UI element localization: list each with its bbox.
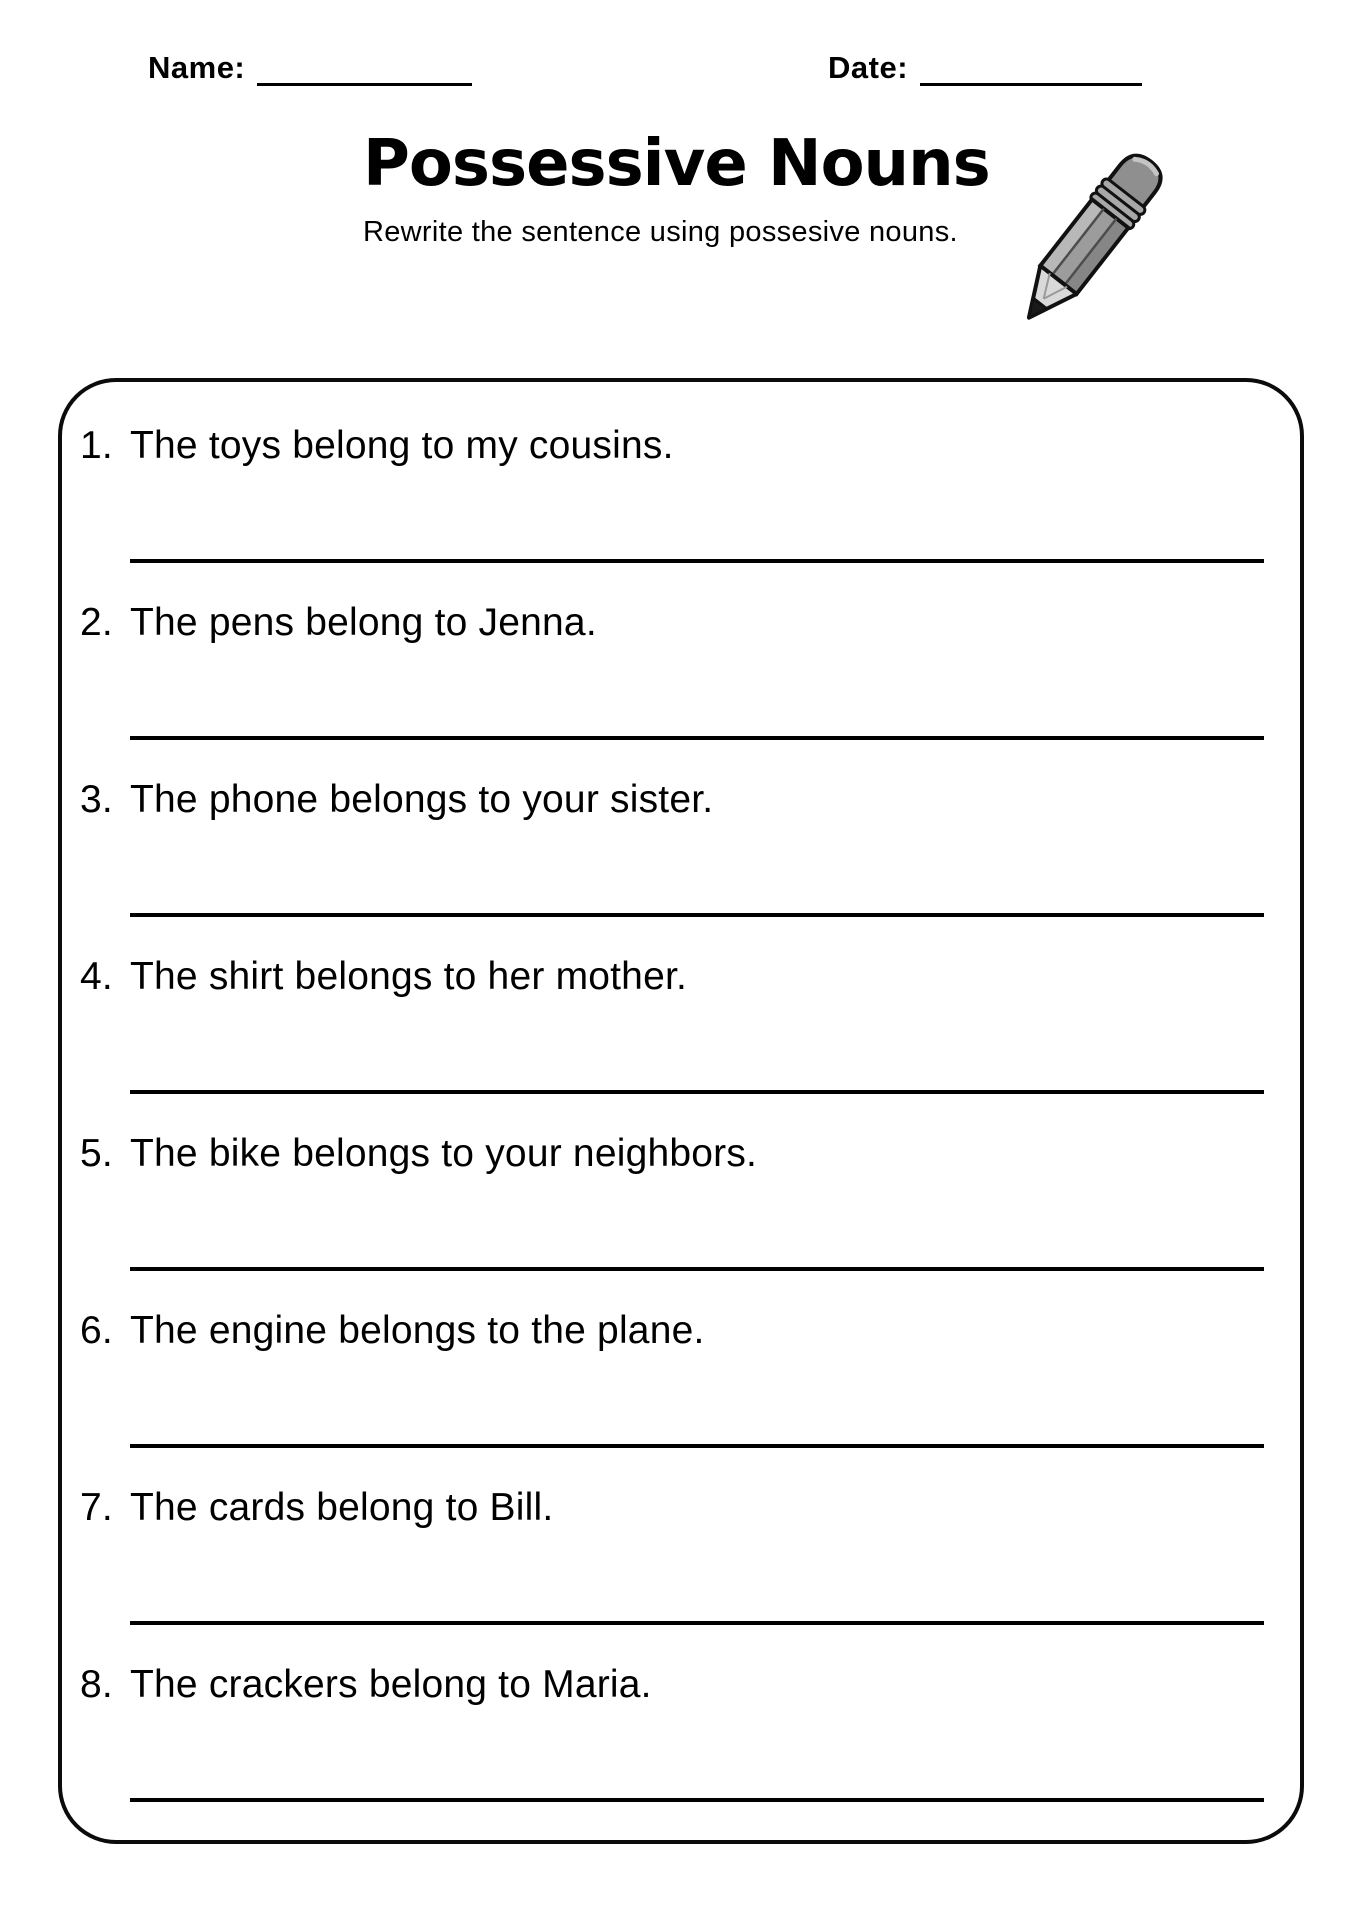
item-number: 2. xyxy=(80,601,113,644)
page-title: Possessive Nouns xyxy=(363,127,990,201)
pencil-icon xyxy=(998,132,1178,352)
item-sentence xyxy=(78,1661,1264,1710)
item-sentence xyxy=(78,1130,1264,1179)
item-text: The crackers belong to Maria. xyxy=(130,1663,652,1706)
answer-blank-line[interactable] xyxy=(130,1621,1264,1625)
date-blank-line[interactable] xyxy=(920,48,1142,86)
worksheet-item xyxy=(78,422,1264,599)
worksheet-items xyxy=(78,422,1264,1838)
item-sentence xyxy=(78,422,1264,471)
date-field-group xyxy=(828,48,1142,86)
item-text: The pens belong to Jenna. xyxy=(130,601,597,644)
item-number: 7. xyxy=(80,1486,113,1529)
worksheet-item xyxy=(78,1130,1264,1307)
answer-blank-line[interactable] xyxy=(130,1090,1264,1094)
answer-blank-line[interactable] xyxy=(130,559,1264,563)
worksheet-box xyxy=(58,378,1304,1844)
item-sentence xyxy=(78,953,1264,1002)
item-text: The phone belongs to your sister. xyxy=(130,778,714,821)
name-label: Name: xyxy=(148,49,246,85)
answer-blank-line[interactable] xyxy=(130,1444,1264,1448)
worksheet-item xyxy=(78,953,1264,1130)
item-number: 5. xyxy=(80,1132,113,1175)
answer-blank-line[interactable] xyxy=(130,913,1264,917)
worksheet-item xyxy=(78,599,1264,776)
answer-blank-line[interactable] xyxy=(130,1798,1264,1802)
title-block xyxy=(363,128,1043,249)
item-text: The toys belong to my cousins. xyxy=(130,424,674,467)
item-number: 4. xyxy=(80,955,113,998)
item-text: The engine belongs to the plane. xyxy=(130,1309,705,1352)
name-blank-line[interactable] xyxy=(257,48,472,86)
item-number: 6. xyxy=(80,1309,113,1352)
page-subtitle: Rewrite the sentence using possesive nouns. xyxy=(363,215,958,248)
worksheet-item xyxy=(78,1484,1264,1661)
item-sentence xyxy=(78,1307,1264,1356)
item-number: 1. xyxy=(80,424,113,467)
item-text: The cards belong to Bill. xyxy=(130,1486,554,1529)
name-field-group xyxy=(148,48,472,86)
worksheet-item xyxy=(78,776,1264,953)
item-text: The bike belongs to your neighbors. xyxy=(130,1132,758,1175)
item-sentence xyxy=(78,776,1264,825)
answer-blank-line[interactable] xyxy=(130,736,1264,740)
date-label: Date: xyxy=(828,49,909,85)
worksheet-item xyxy=(78,1307,1264,1484)
answer-blank-line[interactable] xyxy=(130,1267,1264,1271)
item-number: 3. xyxy=(80,778,113,821)
item-sentence xyxy=(78,599,1264,648)
item-number: 8. xyxy=(80,1663,113,1706)
worksheet-item xyxy=(78,1661,1264,1838)
item-text: The shirt belongs to her mother. xyxy=(130,955,688,998)
item-sentence xyxy=(78,1484,1264,1533)
